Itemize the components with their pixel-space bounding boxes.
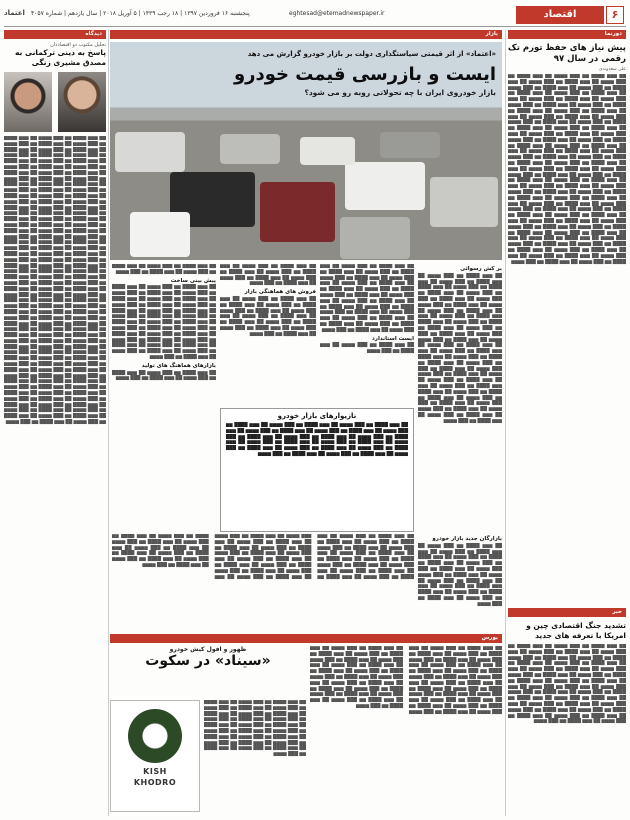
column-rule-left <box>108 30 109 816</box>
highlight-box-title: نازیوارهای بازار خودرو <box>277 412 357 420</box>
subhead-3: ایست استاندارد <box>371 335 414 342</box>
author-portrait-1 <box>58 72 106 132</box>
header-rule <box>4 26 626 27</box>
right-article-title: پیش نیاز های حفظ تورم تک رقمی در سال ۹۷ <box>508 43 626 64</box>
bottom-kicker: ظهور و افول کیش خودرو <box>169 646 247 653</box>
headline-block <box>166 50 496 97</box>
right-byline: علی سعدوندی <box>599 67 626 72</box>
headline-subtitle: بازار خودروی ایران با چه تحولاتی روبه رو می شود؟ <box>304 88 496 97</box>
main-body-col-3: ██ ▆▆▆ ████ ▆▆ ███ ▆▆▆▆ ██ ▆▆▆ ████ ▆▆ ███ ▆▆▆▆ ██ ▆▆▆ ████ ▆▆ ███ ▆▆▆▆ ██ ▆▆▆ ████ ▆▆ ███ ▆▆▆▆ ██ ▆▆▆ ████ ▆▆ ███ ▆▆▆▆ فروش های هماهنگی بازار ██ ▆▆▆ ████ ▆▆ ███ ▆▆▆▆ ██ ▆▆▆ ████ ▆▆ ███ ▆▆▆▆ ██ ▆▆▆ ████ ▆▆ ███ ▆▆▆▆ ██ ▆▆▆ ████ ▆▆ ███ ▆▆▆▆ ██ ▆▆▆ ████ ▆▆ ███ ▆▆▆▆ ██ ▆▆▆ ████ ▆▆ ███ ▆▆▆▆ ██ ▆▆▆ ████ ▆▆ ███ ▆▆▆▆ ██ ▆▆▆ ████ ▆▆ ███ ▆▆▆▆ ██ ▆▆▆ ████ ▆▆ ███ ▆▆▆▆ <box>220 264 316 337</box>
subhead-2: بازارگان جدید بازار خودرو <box>432 536 502 542</box>
kish-khodro-emblem-icon <box>128 709 182 763</box>
left-column <box>4 30 106 816</box>
author-photos <box>4 72 106 132</box>
page-number: ۶ <box>606 6 624 24</box>
newspaper-logo: اعتماد <box>4 9 25 17</box>
bottom-headline <box>110 646 306 669</box>
bottom-title: «سیناد» در سکوت <box>145 653 271 669</box>
main-body-lower: ██ ▆▆▆ ████ ▆▆ ███ ▆▆▆▆ ██ ▆▆▆ ████ ▆▆ ███ ▆▆▆▆ ██ ▆▆▆ ████ ▆▆ ███ ▆▆▆▆ ██ ▆▆▆ ████ ▆▆ ███ ▆▆▆▆ ██ ▆▆▆ ████ ▆▆ ███ ▆▆▆▆ ██ ▆▆▆ ████ ▆▆ ███ ▆▆▆▆ ██ ▆▆▆ ████ ▆▆ ███ ▆▆▆▆ ██ ▆▆▆ ████ ▆▆ ███ ▆▆▆▆ ██ ▆▆▆ ████ ▆▆ ███ ▆▆▆▆ ██ ▆▆▆ ████ ▆▆ ███ ▆▆▆▆ ██ ▆▆▆ ████ ▆▆ ███ ▆▆▆▆ ██ ▆▆▆ ████ ▆▆ ███ ▆▆▆▆ ██ ▆▆▆ ████ ▆▆ ███ ▆▆▆▆ ██ ▆▆▆ ████ ▆▆ ███ ▆▆▆▆ ██ ▆▆▆ ████ ▆▆ ███ ▆▆▆▆ ██ ▆▆▆ ████ ▆▆ ███ ▆▆▆▆ ██ ▆▆▆ ████ ▆▆ ███ ▆▆▆▆ ██ ▆▆▆ ████ ▆▆ ███ ▆▆▆▆ ██ ▆▆▆ ████ ▆▆ ███ ▆▆▆▆ ██ ▆▆▆ ████ ▆▆ ███ ▆▆▆▆ ██ ▆▆▆ ████ ▆▆ ███ ▆▆▆▆ ██ ▆▆▆ ████ ▆▆ ███ ▆▆▆▆ ██ ▆▆▆ ████ ▆▆ ███ ▆▆▆▆ ██ ▆▆▆ ████ ▆▆ ███ ▆▆▆▆ ██ ▆▆▆ ████ ▆▆ ███ ▆▆▆▆ ██ ▆▆▆ ████ ▆▆ ███ ▆▆▆▆ ██ ▆▆▆ ████ ▆▆ ███ ▆▆▆▆ ██ ▆▆▆ ████ ▆▆ ███ ▆▆▆▆ ██ ▆▆▆ ████ ▆▆ ███ ▆▆▆▆ <box>112 534 414 580</box>
left-kicker: تحلیل مکتوب دو اقتصاددان <box>50 42 106 48</box>
left-section-label: دیدگاه <box>4 30 106 39</box>
highlight-box <box>220 408 414 532</box>
issue-date: پنجشنبه ۱۶ فروردین ۱۳۹۷ | ۱۸ رجب ۱۴۳۹ | ۵ آوریل ۲۰۱۸ | سال یازدهم | شماره ۴۰۵۷ <box>30 9 250 17</box>
bottom-body-right: ██ ▆▆▆ ████ ▆▆ ███ ▆▆▆▆ ██ ▆▆▆ ████ ▆▆ ███ ▆▆▆▆ ██ ▆▆▆ ████ ▆▆ ███ ▆▆▆▆ ██ ▆▆▆ ████ ▆▆ ███ ▆▆▆▆ ██ ▆▆▆ ████ ▆▆ ███ ▆▆▆▆ ██ ▆▆▆ ████ ▆▆ ███ ▆▆▆▆ ██ ▆▆▆ ████ ▆▆ ███ ▆▆▆▆ ██ ▆▆▆ ████ ▆▆ ███ ▆▆▆▆ ██ ▆▆▆ ████ ▆▆ ███ ▆▆▆▆ ██ ▆▆▆ ████ ▆▆ ███ ▆▆▆▆ ██ ▆▆▆ ████ ▆▆ ███ ▆▆▆▆ ██ ▆▆▆ ████ ▆▆ ███ ▆▆▆▆ ██ ▆▆▆ ████ ▆▆ ███ ▆▆▆▆ ██ ▆▆▆ ████ ▆▆ ███ ▆▆▆▆ ██ ▆▆▆ ████ ▆▆ ███ ▆▆▆▆ ██ ▆▆▆ ████ ▆▆ ███ ▆▆▆▆ ██ ▆▆▆ ████ ▆▆ ███ ▆▆▆▆ ██ ▆▆▆ ████ ▆▆ ███ ▆▆▆▆ ██ ▆▆▆ ████ ▆▆ ███ ▆▆▆▆ ██ ▆▆▆ ████ ▆▆ ███ ▆▆▆▆ ██ ▆▆▆ ████ ▆▆ ███ ▆▆▆▆ ██ ▆▆▆ ████ ▆▆ ███ ▆▆▆▆ ██ ▆▆▆ ████ ▆▆ ███ ▆▆▆▆ ██ ▆▆▆ ████ ▆▆ ███ ▆▆▆▆ ██ ▆▆▆ ████ ▆▆ ███ ▆▆▆▆ ██ ▆▆▆ ████ ▆▆ ███ ▆▆▆▆ ██ ▆▆▆ ████ ▆▆ ███ ▆▆▆▆ ██ ▆▆▆ ████ ▆▆ ███ ▆▆▆▆ ██ ▆▆▆ ████ ▆▆ ███ ▆▆▆▆ ██ ▆▆▆ ████ ▆▆ ███ ▆▆▆▆ <box>310 646 502 715</box>
header-masthead <box>4 9 250 17</box>
highlight-box-body: ██ ▆▆▆ ████ ▆▆ ███ ▆▆▆▆ ██ ▆▆▆ ████ ▆▆ ███ ▆▆▆▆ ██ ▆▆▆ ████ ▆▆ ███ ▆▆▆▆ ██ ▆▆▆ ████ ▆▆ ███ ▆▆▆▆ ██ ▆▆▆ ████ ▆▆ ███ ▆▆▆▆ ██ ▆▆▆ ████ ▆▆ ███ ▆▆▆▆ ██ ▆▆▆ ████ ▆▆ ███ ▆▆▆▆ ██ ▆▆▆ ████ ▆▆ ███ ▆▆▆▆ ██ ▆▆▆ ████ ▆▆ ███ ▆▆▆▆ ██ ▆▆▆ ████ ▆▆ ███ ▆▆▆▆ ██ ▆▆▆ ████ ▆▆ ███ ▆▆▆▆ ██ ▆▆▆ ████ ▆▆ ███ ▆▆▆▆ ██ ▆▆▆ ████ ▆▆ ███ ▆▆▆▆ ██ ▆▆▆ ████ ▆▆ ███ ▆▆▆▆ ██ ▆▆▆ ████ ▆▆ ███ ▆▆▆▆ <box>226 423 408 457</box>
subhead-6: بازارهای هماهنگ های تولید <box>141 362 216 369</box>
headline-title: ایست و بازرسی قیمت خودرو <box>233 64 496 85</box>
subhead-5: پیش بینی ساخت <box>170 277 216 284</box>
page-header <box>4 6 626 26</box>
right-article-body: ██ ▆▆▆ ████ ▆▆ ███ ▆▆▆▆ ██ ▆▆▆ ████ ▆▆ ███ ▆▆▆▆ ██ ▆▆▆ ████ ▆▆ ███ ▆▆▆▆ ██ ▆▆▆ ████ ▆▆ ███ ▆▆▆▆ ██ ▆▆▆ ████ ▆▆ ███ ▆▆▆▆ ██ ▆▆▆ ████ ▆▆ ███ ▆▆▆▆ ██ ▆▆▆ ████ ▆▆ ███ ▆▆▆▆ ██ ▆▆▆ ████ ▆▆ ███ ▆▆▆▆ ██ ▆▆▆ ████ ▆▆ ███ ▆▆▆▆ ██ ▆▆▆ ████ ▆▆ ███ ▆▆▆▆ ██ ▆▆▆ ████ ▆▆ ███ ▆▆▆▆ ██ ▆▆▆ ████ ▆▆ ███ ▆▆▆▆ ██ ▆▆▆ ████ ▆▆ ███ ▆▆▆▆ ██ ▆▆▆ ████ ▆▆ ███ ▆▆▆▆ ██ ▆▆▆ ████ ▆▆ ███ ▆▆▆▆ ██ ▆▆▆ ████ ▆▆ ███ ▆▆▆▆ ██ ▆▆▆ ████ ▆▆ ███ ▆▆▆▆ ██ ▆▆▆ ████ ▆▆ ███ ▆▆▆▆ ██ ▆▆▆ ████ ▆▆ ███ ▆▆▆▆ ██ ▆▆▆ ████ ▆▆ ███ ▆▆▆▆ ██ ▆▆▆ ████ ▆▆ ███ ▆▆▆▆ ██ ▆▆▆ ████ ▆▆ ███ ▆▆▆▆ ██ ▆▆▆ ████ ▆▆ ███ ▆▆▆▆ ██ ▆▆▆ ████ ▆▆ ███ ▆▆▆▆ ██ ▆▆▆ ████ ▆▆ ███ ▆▆▆▆ ██ ▆▆▆ ████ ▆▆ ███ ▆▆▆▆ ██ ▆▆▆ ████ ▆▆ ███ ▆▆▆▆ ██ ▆▆▆ ████ ▆▆ ███ ▆▆▆▆ ██ ▆▆▆ ████ ▆▆ ███ ▆▆▆▆ ██ ▆▆▆ ████ ▆▆ ███ ▆▆▆▆ ██ ▆▆▆ ████ ▆▆ ███ ▆▆▆▆ ██ ▆▆▆ ████ ▆▆ ███ ▆▆▆▆ ██ ▆▆▆ ████ ▆▆ ███ ▆▆▆▆ ██ ▆▆▆ ████ ▆▆ ███ ▆▆▆▆ ██ ▆▆▆ ████ ▆▆ ███ ▆▆▆▆ ██ ▆▆▆ ████ ▆▆ ███ ▆▆▆▆ ██ ▆▆▆ ████ ▆▆ ███ ▆▆▆▆ ██ ▆▆▆ ████ ▆▆ ███ ▆▆▆▆ ██ ▆▆▆ ████ ▆▆ ███ ▆▆▆▆ ██ ▆▆▆ ████ ▆▆ ███ ▆▆▆▆ ██ ▆▆▆ ████ ▆▆ ███ ▆▆▆▆ ██ ▆▆▆ ████ ▆▆ ███ ▆▆▆▆ ██ ▆▆▆ ████ ▆▆ ███ ▆▆▆▆ ██ ▆▆▆ ████ ▆▆ ███ ▆▆▆▆ ██ ▆▆▆ ████ ▆▆ ███ ▆▆▆▆ ██ ▆▆▆ ████ ▆▆ ███ ▆▆▆▆ ██ ▆▆▆ ████ ▆▆ ███ ▆▆▆▆ ██ ▆▆▆ ████ ▆▆ ███ ▆▆▆▆ ██ ▆▆▆ ████ ▆▆ ███ ▆▆▆▆ ██ ▆▆▆ ████ ▆▆ ███ ▆▆▆▆ ██ ▆▆▆ ████ ▆▆ ███ ▆▆▆▆ ██ ▆▆▆ ████ ▆▆ ███ ▆▆▆▆ ██ ▆▆▆ ████ ▆▆ ███ ▆▆▆▆ ██ ▆▆▆ ████ ▆▆ ███ ▆▆▆▆ ██ ▆▆▆ ████ ▆▆ ███ ▆▆▆▆ <box>508 74 626 265</box>
author-portrait-2 <box>4 72 52 132</box>
bottom-body-left: ██ ▆▆▆ ████ ▆▆ ███ ▆▆▆▆ ██ ▆▆▆ ████ ▆▆ ███ ▆▆▆▆ ██ ▆▆▆ ████ ▆▆ ███ ▆▆▆▆ ██ ▆▆▆ ████ ▆▆ ███ ▆▆▆▆ ██ ▆▆▆ ████ ▆▆ ███ ▆▆▆▆ ██ ▆▆▆ ████ ▆▆ ███ ▆▆▆▆ ██ ▆▆▆ ████ ▆▆ ███ ▆▆▆▆ ██ ▆▆▆ ████ ▆▆ ███ ▆▆▆▆ ██ ▆▆▆ ████ ▆▆ ███ ▆▆▆▆ ██ ▆▆▆ ████ ▆▆ ███ ▆▆▆▆ ██ ▆▆▆ ████ ▆▆ ███ ▆▆▆▆ ██ ▆▆▆ ████ ▆▆ ███ ▆▆▆▆ ██ ▆▆▆ ████ ▆▆ ███ ▆▆▆▆ ██ ▆▆▆ ████ ▆▆ ███ ▆▆▆▆ <box>204 700 306 758</box>
left-article-body: ██ ▆▆▆ ████ ▆▆ ███ ▆▆▆▆ ██ ▆▆▆ ████ ▆▆ ███ ▆▆▆▆ ██ ▆▆▆ ████ ▆▆ ███ ▆▆▆▆ ██ ▆▆▆ ████ ▆▆ ███ ▆▆▆▆ ██ ▆▆▆ ████ ▆▆ ███ ▆▆▆▆ ██ ▆▆▆ ████ ▆▆ ███ ▆▆▆▆ ██ ▆▆▆ ████ ▆▆ ███ ▆▆▆▆ ██ ▆▆▆ ████ ▆▆ ███ ▆▆▆▆ ██ ▆▆▆ ████ ▆▆ ███ ▆▆▆▆ ██ ▆▆▆ ████ ▆▆ ███ ▆▆▆▆ ██ ▆▆▆ ████ ▆▆ ███ ▆▆▆▆ ██ ▆▆▆ ████ ▆▆ ███ ▆▆▆▆ ██ ▆▆▆ ████ ▆▆ ███ ▆▆▆▆ ██ ▆▆▆ ████ ▆▆ ███ ▆▆▆▆ ██ ▆▆▆ ████ ▆▆ ███ ▆▆▆▆ ██ ▆▆▆ ████ ▆▆ ███ ▆▆▆▆ ██ ▆▆▆ ████ ▆▆ ███ ▆▆▆▆ ██ ▆▆▆ ████ ▆▆ ███ ▆▆▆▆ ██ ▆▆▆ ████ ▆▆ ███ ▆▆▆▆ ██ ▆▆▆ ████ ▆▆ ███ ▆▆▆▆ ██ ▆▆▆ ████ ▆▆ ███ ▆▆▆▆ ██ ▆▆▆ ████ ▆▆ ███ ▆▆▆▆ ██ ▆▆▆ ████ ▆▆ ███ ▆▆▆▆ ██ ▆▆▆ ████ ▆▆ ███ ▆▆▆▆ ██ ▆▆▆ ████ ▆▆ ███ ▆▆▆▆ ██ ▆▆▆ ████ ▆▆ ███ ▆▆▆▆ ██ ▆▆▆ ████ ▆▆ ███ ▆▆▆▆ ██ ▆▆▆ ████ ▆▆ ███ ▆▆▆▆ ██ ▆▆▆ ████ ▆▆ ███ ▆▆▆▆ ██ ▆▆▆ ████ ▆▆ ███ ▆▆▆▆ ██ ▆▆▆ ████ ▆▆ ███ ▆▆▆▆ ██ ▆▆▆ ████ ▆▆ ███ ▆▆▆▆ ██ ▆▆▆ ████ ▆▆ ███ ▆▆▆▆ ██ ▆▆▆ ████ ▆▆ ███ ▆▆▆▆ ██ ▆▆▆ ████ ▆▆ ███ ▆▆▆▆ ██ ▆▆▆ ████ ▆▆ ███ ▆▆▆▆ ██ ▆▆▆ ████ ▆▆ ███ ▆▆▆▆ ██ ▆▆▆ ████ ▆▆ ███ ▆▆▆▆ ██ ▆▆▆ ████ ▆▆ ███ ▆▆▆▆ ██ ▆▆▆ ████ ▆▆ ███ ▆▆▆▆ ██ ▆▆▆ ████ ▆▆ ███ ▆▆▆▆ ██ ▆▆▆ ████ ▆▆ ███ ▆▆▆▆ ██ ▆▆▆ ████ ▆▆ ███ ▆▆▆▆ ██ ▆▆▆ ████ ▆▆ ███ ▆▆▆▆ ██ ▆▆▆ ████ ▆▆ ███ ▆▆▆▆ ██ ▆▆▆ ████ ▆▆ ███ ▆▆▆▆ ██ ▆▆▆ ████ ▆▆ ███ ▆▆▆▆ ██ ▆▆▆ ████ ▆▆ ███ ▆▆▆▆ ██ ▆▆▆ ████ ▆▆ ███ ▆▆▆▆ ██ ▆▆▆ ████ ▆▆ ███ ▆▆▆▆ ██ ▆▆▆ ████ ▆▆ ███ ▆▆▆▆ ██ ▆▆▆ ████ ▆▆ ███ ▆▆▆▆ ██ ▆▆▆ ████ ▆▆ ███ ▆▆▆▆ ██ ▆▆▆ ████ ▆▆ ███ ▆▆▆▆ ██ ▆▆▆ ████ ▆▆ ███ ▆▆▆▆ ██ ▆▆▆ ████ ▆▆ ███ ▆▆▆▆ ██ ▆▆▆ ████ ▆▆ ███ ▆▆▆▆ ██ ▆▆▆ ████ ▆▆ ███ ▆▆▆▆ ██ ▆▆▆ ████ ▆▆ ███ ▆▆▆▆ ██ ▆▆▆ ████ ▆▆ ███ ▆▆▆▆ ██ ▆▆▆ ████ ▆▆ ███ ▆▆▆▆ ██ ▆▆▆ ████ ▆▆ ███ ▆▆▆▆ ██ ▆▆▆ ████ ▆▆ ███ ▆▆▆▆ ██ ▆▆▆ ████ ▆▆ ███ ▆▆▆▆ ██ ▆▆▆ ████ ▆▆ ███ ▆▆▆▆ ██ ▆▆▆ ████ ▆▆ ███ ▆▆▆▆ ██ ▆▆▆ ████ ▆▆ ███ ▆▆▆▆ ██ ▆▆▆ ████ ▆▆ ███ ▆▆▆▆ ██ ▆▆▆ ████ ▆▆ ███ ▆▆▆▆ ██ ▆▆▆ ████ ▆▆ ███ ▆▆▆▆ ██ ▆▆▆ ████ ▆▆ ███ ▆▆▆▆ ██ ▆▆▆ ████ ▆▆ ███ ▆▆▆▆ ██ ▆▆▆ ████ ▆▆ ███ ▆▆▆▆ ██ ▆▆▆ ████ ▆▆ ███ ▆▆▆▆ ██ ▆▆▆ ████ ▆▆ ███ ▆▆▆▆ <box>4 136 106 426</box>
main-body-col-5: بازارگان جدید بازار خودرو ██ ▆▆▆ ████ ▆▆ ███ ▆▆▆▆ ██ ▆▆▆ ████ ▆▆ ███ ▆▆▆▆ ██ ▆▆▆ ████ ▆▆ ███ ▆▆▆▆ ██ ▆▆▆ ████ ▆▆ ███ ▆▆▆▆ ██ ▆▆▆ ████ ▆▆ ███ ▆▆▆▆ ██ ▆▆▆ ████ ▆▆ ███ ▆▆▆▆ ██ ▆▆▆ ████ ▆▆ ███ ▆▆▆▆ ██ ▆▆▆ ████ ▆▆ ███ ▆▆▆▆ ██ ▆▆▆ ████ ▆▆ ███ ▆▆▆▆ ██ ▆▆▆ ████ ▆▆ ███ ▆▆▆▆ ██ ▆▆▆ ████ ▆▆ ███ ▆▆▆▆ ██ ▆▆▆ ████ ▆▆ ███ ▆▆▆▆ <box>418 536 502 607</box>
main-body-col-1: بر کش رسوائی ██ ▆▆▆ ████ ▆▆ ███ ▆▆▆▆ ██ ▆▆▆ ████ ▆▆ ███ ▆▆▆▆ ██ ▆▆▆ ████ ▆▆ ███ ▆▆▆▆ ██ ▆▆▆ ████ ▆▆ ███ ▆▆▆▆ ██ ▆▆▆ ████ ▆▆ ███ ▆▆▆▆ ██ ▆▆▆ ████ ▆▆ ███ ▆▆▆▆ ██ ▆▆▆ ████ ▆▆ ███ ▆▆▆▆ ██ ▆▆▆ ████ ▆▆ ███ ▆▆▆▆ ██ ▆▆▆ ████ ▆▆ ███ ▆▆▆▆ ██ ▆▆▆ ████ ▆▆ ███ ▆▆▆▆ ██ ▆▆▆ ████ ▆▆ ███ ▆▆▆▆ ██ ▆▆▆ ████ ▆▆ ███ ▆▆▆▆ ██ ▆▆▆ ████ ▆▆ ███ ▆▆▆▆ ██ ▆▆▆ ████ ▆▆ ███ ▆▆▆▆ ██ ▆▆▆ ████ ▆▆ ███ ▆▆▆▆ ██ ▆▆▆ ████ ▆▆ ███ ▆▆▆▆ ██ ▆▆▆ ████ ▆▆ ███ ▆▆▆▆ ██ ▆▆▆ ████ ▆▆ ███ ▆▆▆▆ ██ ▆▆▆ ████ ▆▆ ███ ▆▆▆▆ ██ ▆▆▆ ████ ▆▆ ███ ▆▆▆▆ ██ ▆▆▆ ████ ▆▆ ███ ▆▆▆▆ ██ ▆▆▆ ████ ▆▆ ███ ▆▆▆▆ ██ ▆▆▆ ████ ▆▆ ███ ▆▆▆▆ ██ ▆▆▆ ████ ▆▆ ███ ▆▆▆▆ ██ ▆▆▆ ████ ▆▆ ███ ▆▆▆▆ ██ ▆▆▆ ████ ▆▆ ███ ▆▆▆▆ ██ ▆▆▆ ████ ▆▆ ███ ▆▆▆▆ ██ ▆▆▆ ████ ▆▆ ███ ▆▆▆▆ ██ ▆▆▆ ████ ▆▆ ███ ▆▆▆▆ ██ ▆▆▆ ████ ▆▆ ███ ▆▆▆▆ <box>418 266 502 424</box>
section-email[interactable]: eghtesad@etemadnewspaper.ir <box>289 10 385 17</box>
right-column <box>508 30 626 816</box>
brand-line-1: KISH <box>143 767 167 776</box>
subhead-4: فروش های هماهنگی بازار <box>244 289 316 296</box>
right-lower-section-label: خبر <box>508 608 626 617</box>
main-section-label: بازار <box>110 30 502 39</box>
brand-line-2: KHODRO <box>133 778 177 787</box>
left-title: پاسخ به دینی ترکمانی به مصدق مشیری زنگی <box>15 48 106 67</box>
kish-khodro-logo <box>110 700 200 812</box>
right-lower-title: تشدید جنگ اقتصادی چین و امریکا با تعرفه های جدید <box>526 621 626 640</box>
column-rule-right <box>505 30 506 816</box>
headline-kicker: «اعتماد» از اثر قیمتی سیاستگذاری دولت بر بازار خودرو گزارش می دهد <box>247 50 496 58</box>
bottom-section-label: بورس <box>110 634 502 643</box>
subhead-1: بر کش رسوائی <box>460 266 502 272</box>
main-body-col-2: ██ ▆▆▆ ████ ▆▆ ███ ▆▆▆▆ ██ ▆▆▆ ████ ▆▆ ███ ▆▆▆▆ ██ ▆▆▆ ████ ▆▆ ███ ▆▆▆▆ ██ ▆▆▆ ████ ▆▆ ███ ▆▆▆▆ ██ ▆▆▆ ████ ▆▆ ███ ▆▆▆▆ ██ ▆▆▆ ████ ▆▆ ███ ▆▆▆▆ ██ ▆▆▆ ████ ▆▆ ███ ▆▆▆▆ ██ ▆▆▆ ████ ▆▆ ███ ▆▆▆▆ ██ ▆▆▆ ████ ▆▆ ███ ▆▆▆▆ ██ ▆▆▆ ████ ▆▆ ███ ▆▆▆▆ ██ ▆▆▆ ████ ▆▆ ███ ▆▆▆▆ ██ ▆▆▆ ████ ▆▆ ███ ▆▆▆▆ ██ ▆▆▆ ████ ▆▆ ███ ▆▆▆▆ ██ ▆▆▆ ████ ▆▆ ███ ▆▆▆▆ ██ ▆▆▆ ████ ▆▆ ███ ▆▆▆▆ ██ ▆▆▆ ████ ▆▆ ███ ▆▆▆▆ ایست استاندارد ██ ▆▆▆ ████ ▆▆ ███ ▆▆▆▆ ██ ▆▆▆ ████ ▆▆ ███ ▆▆▆▆ <box>320 264 414 355</box>
right-section-label: دورنما <box>508 30 626 39</box>
main-body-col-4: ██ ▆▆▆ ████ ▆▆ ███ ▆▆▆▆ ██ ▆▆▆ ████ ▆▆ ███ ▆▆▆▆ ██ ▆▆▆ ████ ▆▆ ███ ▆▆▆▆ پیش بینی ساخت ██ ▆▆▆ ████ ▆▆ ███ ▆▆▆▆ ██ ▆▆▆ ████ ▆▆ ███ ▆▆▆▆ ██ ▆▆▆ ████ ▆▆ ███ ▆▆▆▆ ██ ▆▆▆ ████ ▆▆ ███ ▆▆▆▆ ██ ▆▆▆ ████ ▆▆ ███ ▆▆▆▆ ██ ▆▆▆ ████ ▆▆ ███ ▆▆▆▆ ██ ▆▆▆ ████ ▆▆ ███ ▆▆▆▆ ██ ▆▆▆ ████ ▆▆ ███ ▆▆▆▆ ██ ▆▆▆ ████ ▆▆ ███ ▆▆▆▆ ██ ▆▆▆ ████ ▆▆ ███ ▆▆▆▆ ██ ▆▆▆ ████ ▆▆ ███ ▆▆▆▆ ██ ▆▆▆ ████ ▆▆ ███ ▆▆▆▆ ██ ▆▆▆ ████ ▆▆ ███ ▆▆▆▆ ██ ▆▆▆ ████ ▆▆ ███ ▆▆▆▆ ██ ▆▆▆ ████ ▆▆ ███ ▆▆▆▆ ██ ▆▆▆ ████ ▆▆ ███ ▆▆▆▆ ██ ▆▆▆ ████ ▆▆ ███ ▆▆▆▆ ██ ▆▆▆ ████ ▆▆ ███ ▆▆▆▆ ██ ▆▆▆ ████ ▆▆ ███ ▆▆▆▆ بازارهای هماهنگ های تولید ██ ▆▆▆ ████ ▆▆ ███ ▆▆▆▆ ██ ▆▆▆ ████ ▆▆ ███ ▆▆▆▆ ██ ▆▆▆ ████ ▆▆ ███ ▆▆▆▆ <box>112 264 216 382</box>
right-lower-body: ██ ▆▆▆ ████ ▆▆ ███ ▆▆▆▆ ██ ▆▆▆ ████ ▆▆ ███ ▆▆▆▆ ██ ▆▆▆ ████ ▆▆ ███ ▆▆▆▆ ██ ▆▆▆ ████ ▆▆ ███ ▆▆▆▆ ██ ▆▆▆ ████ ▆▆ ███ ▆▆▆▆ ██ ▆▆▆ ████ ▆▆ ███ ▆▆▆▆ ██ ▆▆▆ ████ ▆▆ ███ ▆▆▆▆ ██ ▆▆▆ ████ ▆▆ ███ ▆▆▆▆ ██ ▆▆▆ ████ ▆▆ ███ ▆▆▆▆ ██ ▆▆▆ ████ ▆▆ ███ ▆▆▆▆ ██ ▆▆▆ ████ ▆▆ ███ ▆▆▆▆ ██ ▆▆▆ ████ ▆▆ ███ ▆▆▆▆ ██ ▆▆▆ ████ ▆▆ ███ ▆▆▆▆ ██ ▆▆▆ ████ ▆▆ ███ ▆▆▆▆ ██ ▆▆▆ ████ ▆▆ ███ ▆▆▆▆ ██ ▆▆▆ ████ ▆▆ ███ ▆▆▆▆ ██ ▆▆▆ ████ ▆▆ ███ ▆▆▆▆ ██ ▆▆▆ ████ ▆▆ ███ ▆▆▆▆ ██ ▆▆▆ ████ ▆▆ ███ ▆▆▆▆ ██ ▆▆▆ ████ ▆▆ ███ ▆▆▆▆ ██ ▆▆▆ ████ ▆▆ ███ ▆▆▆▆ ██ ▆▆▆ ████ ▆▆ ███ ▆▆▆▆ ██ ▆▆▆ ████ ▆▆ ███ ▆▆▆▆ <box>508 644 626 725</box>
section-tab: اقتصاد <box>516 6 604 24</box>
hero-photo-car-lot <box>110 42 502 260</box>
